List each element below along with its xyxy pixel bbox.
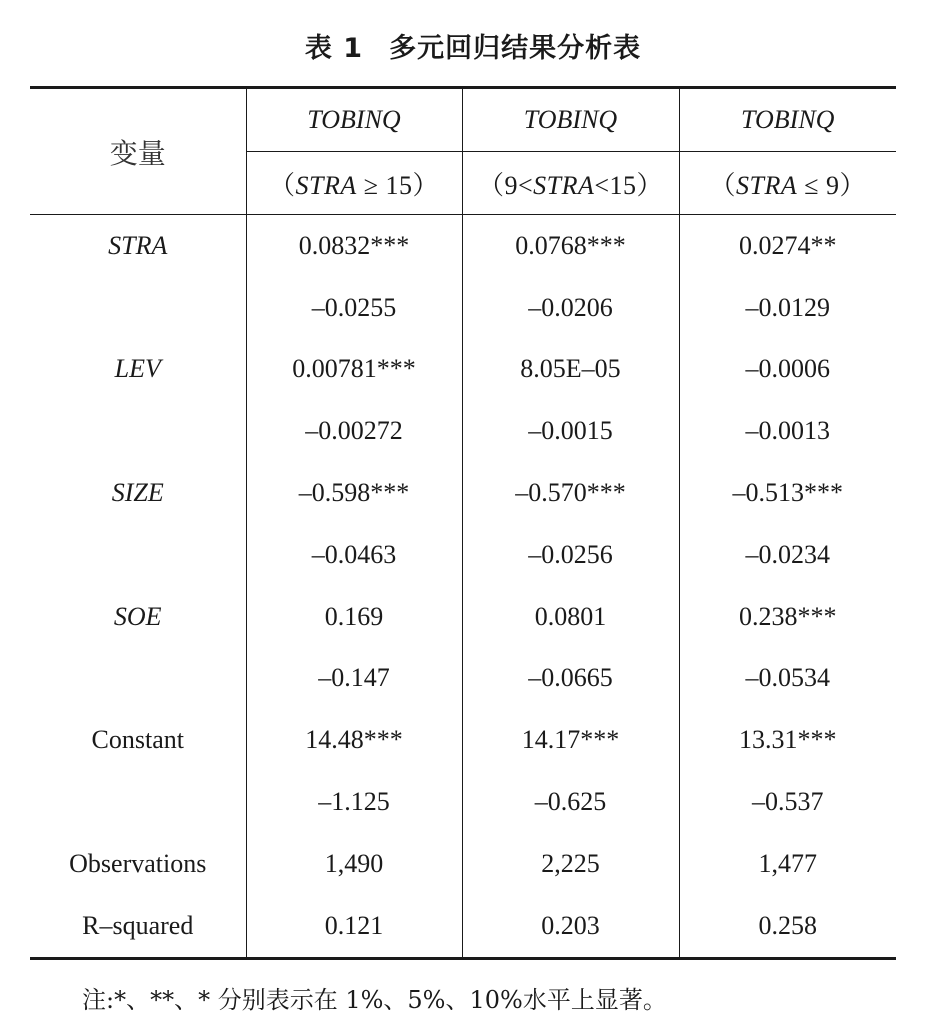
table-row: [30, 215, 896, 277]
table-cell: –0.147: [246, 648, 462, 710]
table-row: [30, 895, 896, 958]
table-cell: –0.537: [679, 771, 896, 833]
table-row: [30, 586, 896, 648]
row-label: [30, 524, 246, 586]
table-cell: –0.0006: [679, 339, 896, 401]
row-label: [30, 771, 246, 833]
table-row: [30, 709, 896, 771]
row-label: Observations: [69, 848, 207, 878]
table-cell: –0.0534: [679, 648, 896, 710]
condition-text: （9<STRA<15）: [477, 170, 664, 200]
table-cell: –0.0256: [462, 524, 679, 586]
table-cell: –1.125: [246, 771, 462, 833]
row-label: STRA: [108, 230, 168, 260]
table-row: [30, 339, 896, 401]
table-cell: –0.0255: [246, 277, 462, 339]
table-cell: –0.0013: [679, 400, 896, 462]
table-note: 注:*、**、* 分别表示在 1%、5%、10%水平上显著。: [82, 986, 667, 1014]
table-row: [30, 833, 896, 895]
table-cell: 1,477: [679, 833, 896, 895]
table-cell: 0.121: [246, 895, 462, 958]
row-label: LEV: [114, 354, 161, 384]
table-cell: 0.0832***: [246, 215, 462, 277]
variable-header: 变量: [30, 88, 246, 215]
table-cell: –0.0206: [462, 277, 679, 339]
row-label: SOE: [113, 601, 162, 631]
table-row: [30, 462, 896, 524]
row-label: [30, 400, 246, 462]
dep-var-header: TOBINQ: [246, 88, 462, 152]
table-title: [0, 26, 946, 65]
table-cell: 8.05E–05: [462, 339, 679, 401]
table-cell: –0.0463: [246, 524, 462, 586]
table-cell: 14.48***: [246, 709, 462, 771]
table-number: 表 1: [304, 33, 364, 64]
table-row: [30, 400, 896, 462]
table-cell: –0.570***: [462, 462, 679, 524]
table-cell: 0.238***: [679, 586, 896, 648]
table-row: [30, 771, 896, 833]
table-row: [30, 524, 896, 586]
table-cell: 0.0768***: [462, 215, 679, 277]
table-cell: 0.203: [462, 895, 679, 958]
table-cell: –0.513***: [679, 462, 896, 524]
table-cell: 0.258: [679, 895, 896, 958]
table-cell: –0.0665: [462, 648, 679, 710]
row-label: [30, 277, 246, 339]
condition-header: [679, 152, 896, 215]
table-cell: 13.31***: [679, 709, 896, 771]
row-label: [30, 648, 246, 710]
condition-header: [462, 152, 679, 215]
table-cell: 2,225: [462, 833, 679, 895]
table-cell: 0.00781***: [246, 339, 462, 401]
dep-var-header: TOBINQ: [462, 88, 679, 152]
table-row: [30, 648, 896, 710]
table-cell: –0.0015: [462, 400, 679, 462]
condition-text: （STRA ≤ 9）: [709, 170, 867, 200]
table-cell: 14.17***: [462, 709, 679, 771]
table-cell: 0.0274**: [679, 215, 896, 277]
dep-var-header: TOBINQ: [679, 88, 896, 152]
table-cell: –0.598***: [246, 462, 462, 524]
row-label: Constant: [91, 725, 184, 755]
table-cell: –0.0234: [679, 524, 896, 586]
table-cell: –0.0129: [679, 277, 896, 339]
table-cell: 0.0801: [462, 586, 679, 648]
row-label: R–squared: [30, 895, 246, 958]
table-caption: 多元回归结果分析表: [389, 33, 642, 64]
row-label: SIZE: [111, 478, 164, 508]
table-cell: 0.169: [246, 586, 462, 648]
table-cell: –0.625: [462, 771, 679, 833]
table-cell: 1,490: [246, 833, 462, 895]
condition-header: [246, 152, 462, 215]
regression-table: [30, 86, 896, 960]
table-row: [30, 277, 896, 339]
condition-text: （STRA ≥ 15）: [268, 170, 440, 200]
table-cell: –0.00272: [246, 400, 462, 462]
